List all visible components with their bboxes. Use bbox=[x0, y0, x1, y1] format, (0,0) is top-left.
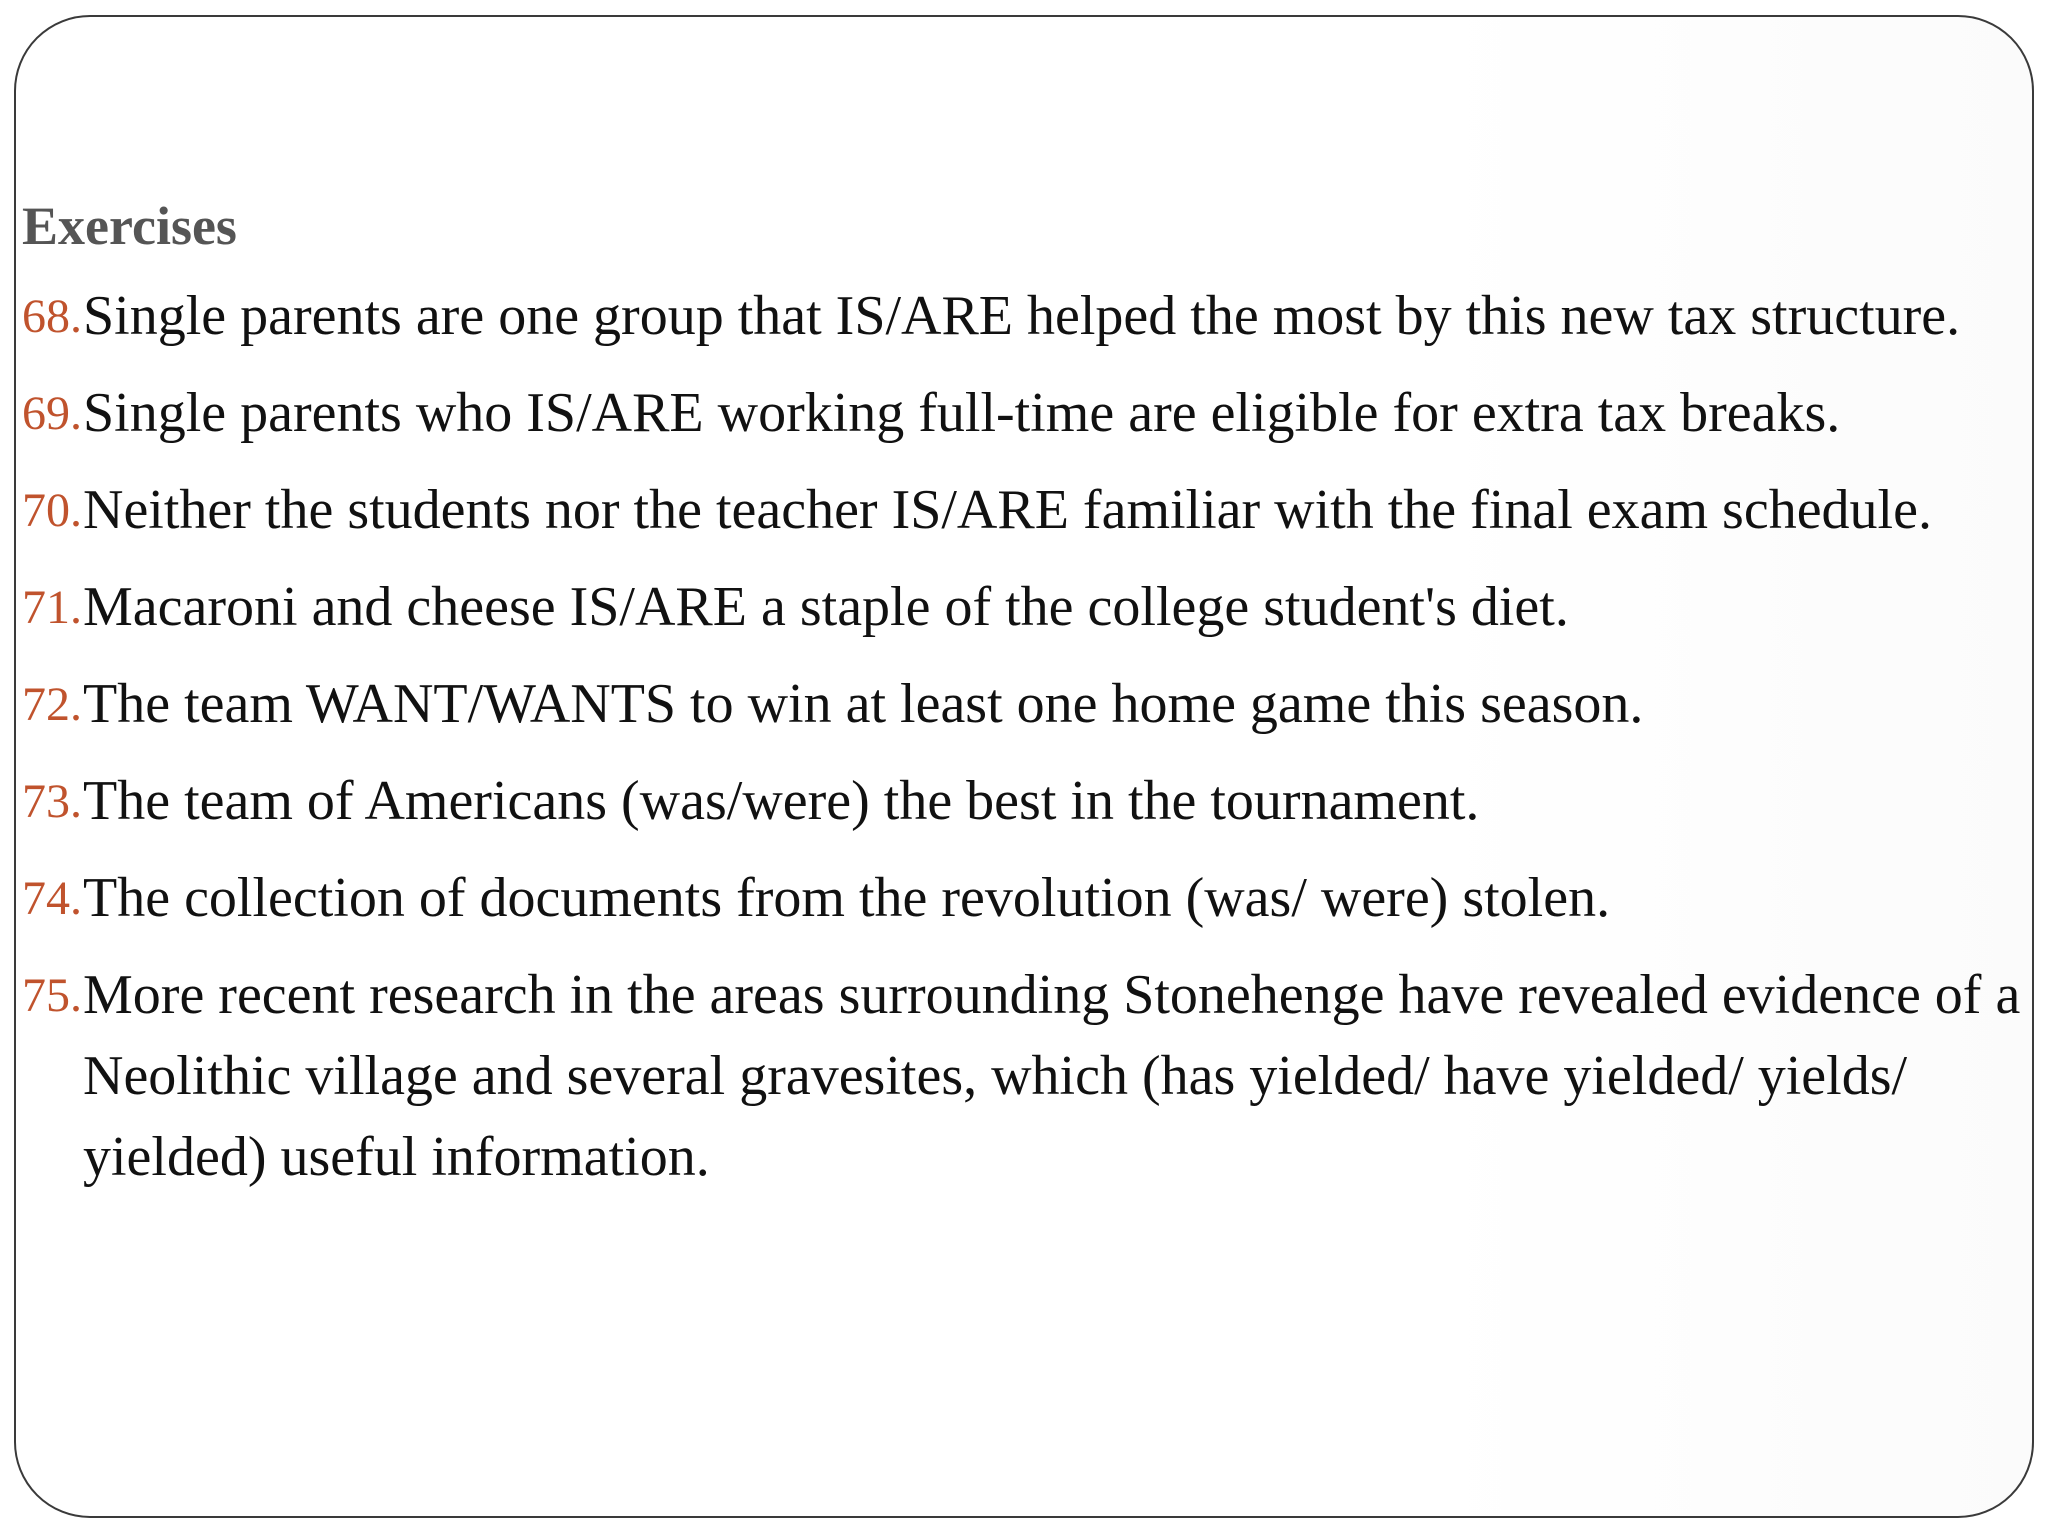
exercise-text: More recent research in the areas surrounding Stonehenge have revealed evidence of a Neolithic village and several gravesites, which (has yielded/ have yielded/ yields/ yielded) useful information. bbox=[83, 964, 2021, 1188]
exercise-text: The collection of documents from the revolution (was/ were) stolen. bbox=[83, 867, 1611, 929]
exercise-item-70 bbox=[22, 470, 2022, 551]
exercise-item-74 bbox=[22, 858, 2022, 939]
exercise-number: 74. bbox=[22, 872, 82, 925]
exercise-text: The team WANT/WANTS to win at least one home game this season. bbox=[83, 673, 1644, 735]
exercise-list bbox=[22, 276, 2022, 1198]
exercise-item-73 bbox=[22, 761, 2022, 842]
exercise-item-75 bbox=[22, 955, 2022, 1198]
exercise-number: 70. bbox=[22, 484, 82, 537]
exercise-item-69 bbox=[22, 373, 2022, 454]
exercise-text: Single parents who IS/ARE working full-time are eligible for extra tax breaks. bbox=[83, 382, 1841, 444]
exercise-item-72 bbox=[22, 664, 2022, 745]
exercise-text: Neither the students nor the teacher IS/ARE familiar with the final exam schedule. bbox=[83, 479, 1932, 541]
exercise-text: Macaroni and cheese IS/ARE a staple of the college student's diet. bbox=[83, 576, 1569, 638]
exercise-number: 71. bbox=[22, 581, 82, 634]
exercise-text: Single parents are one group that IS/ARE helped the most by this new tax structure. bbox=[83, 285, 1961, 347]
exercise-text: The team of Americans (was/were) the best in the tournament. bbox=[83, 770, 1480, 832]
slide-heading: Exercises bbox=[22, 196, 237, 256]
exercise-number: 75. bbox=[22, 969, 82, 1022]
exercise-number: 69. bbox=[22, 387, 82, 440]
exercise-item-71 bbox=[22, 567, 2022, 648]
exercise-number: 68. bbox=[22, 290, 82, 343]
exercise-item-68 bbox=[22, 276, 2022, 357]
slide-content bbox=[22, 190, 2022, 1214]
exercise-number: 72. bbox=[22, 678, 82, 731]
exercise-number: 73. bbox=[22, 775, 82, 828]
